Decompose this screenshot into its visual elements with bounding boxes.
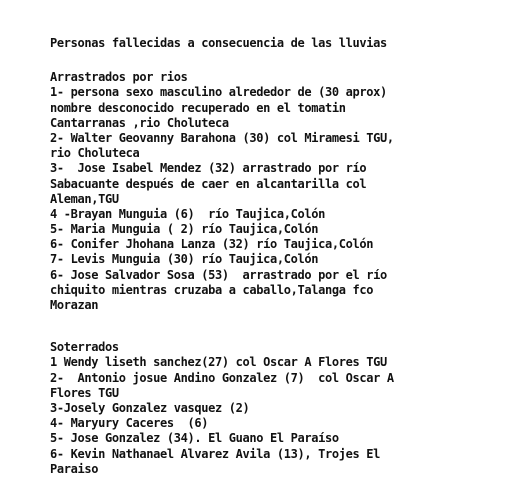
text-line: 1 Wendy liseth sanchez(27) col Oscar A Flores TGU — [50, 355, 387, 370]
text-line: 6- Jose Salvador Sosa (53) arrastrado por el río — [50, 267, 387, 282]
text-line: Sabacuante después de caer en alcantarilla col — [50, 176, 367, 191]
text-line: Flores TGU — [50, 385, 119, 400]
text-line: 4 -Brayan Munguia (6) río Taujica,Colón — [50, 206, 325, 221]
document — [50, 36, 520, 477]
section-heading: Arrastrados por rios — [50, 70, 188, 85]
text-line: 2- Walter Geovanny Barahona (30) col Miramesi TGU, — [50, 130, 394, 145]
text-line: 5- Maria Munguia ( 2) río Taujica,Colón — [50, 222, 319, 237]
text-line: Aleman,TGU — [50, 191, 119, 206]
text-line: chiquito mientras cruzaba a caballo,Talanga fco — [50, 282, 374, 297]
document-title: Personas fallecidas a consecuencia de las lluvias — [50, 36, 387, 50]
section-arrastrados — [50, 70, 520, 313]
text-line: 7- Levis Munguia (30) río Taujica,Colón — [50, 252, 319, 267]
text-line: 1- persona sexo masculino alrededor de (30 aprox) — [50, 85, 387, 100]
section-soterrados — [50, 340, 520, 477]
text-line: rio Choluteca — [50, 146, 140, 161]
text-line: 3- Jose Isabel Mendez (32) arrastrado por río — [50, 161, 367, 176]
text-line: 3-Josely Gonzalez vasquez (2) — [50, 400, 250, 415]
text-line: 6- Kevin Nathanael Alvarez Avila (13), Trojes El — [50, 446, 380, 461]
section-spacer — [50, 313, 520, 340]
text-line: nombre desconocido recuperado en el tomatin — [50, 100, 346, 115]
text-line: 4- Maryury Caceres (6) — [50, 416, 209, 431]
text-line: Morazan — [50, 298, 99, 312]
text-line: 5- Jose Gonzalez (34). El Guano El Paraíso — [50, 431, 339, 446]
text-line: 2- Antonio josue Andino Gonzalez (7) col Oscar A — [50, 370, 394, 385]
text-line: Cantarranas ,rio Choluteca — [50, 115, 229, 130]
text-line: Paraiso — [50, 461, 99, 476]
text-line: 6- Conifer Jhohana Lanza (32) río Taujica,Colón — [50, 237, 374, 252]
section-heading: Soterrados — [50, 340, 119, 355]
